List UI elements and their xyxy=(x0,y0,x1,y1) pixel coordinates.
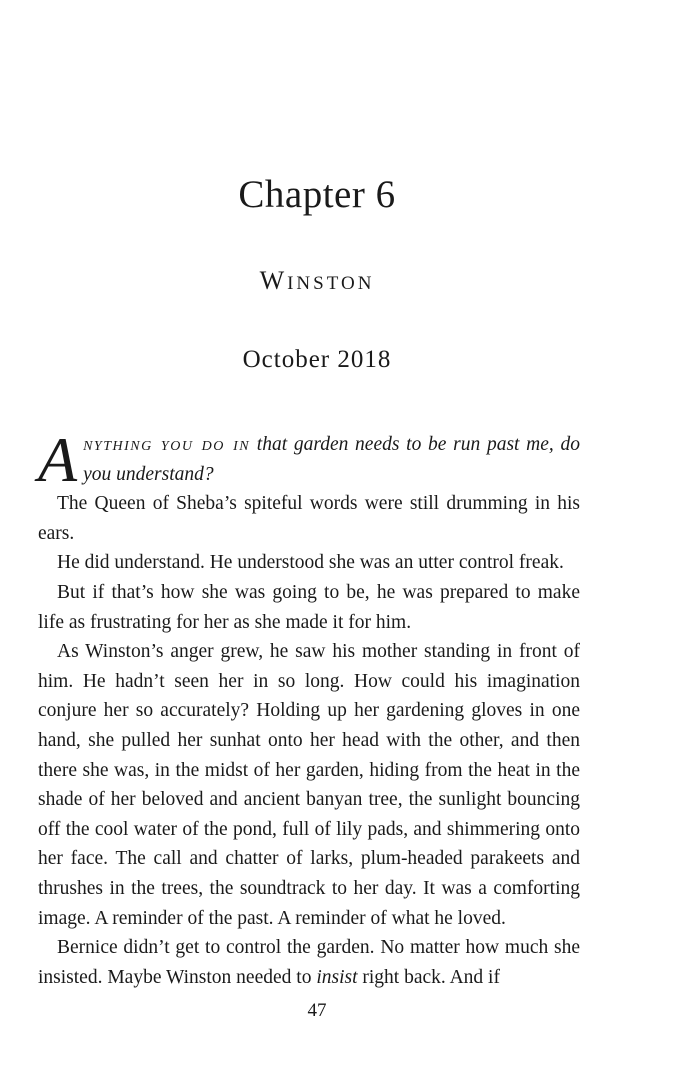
paragraph-6 xyxy=(38,933,580,992)
paragraph-6-end: right back. And if xyxy=(357,966,500,988)
chapter-title-rest: INSTON xyxy=(287,273,375,294)
chapter-title xyxy=(0,266,634,296)
paragraph-3: He did understand. He understood she was an utter control freak. xyxy=(57,552,564,574)
paragraph-2: The Queen of Sheba’s spiteful words were still drumming in his ears. xyxy=(38,493,580,544)
chapter-number: Chapter 6 xyxy=(238,173,396,216)
opening-text: that garden needs to be run past me, do you understand? xyxy=(83,434,580,485)
paragraph-5: As Winston’s anger grew, he saw his mother standing in front of him. He hadn’t seen her in so long. How could his imagination conjure her so accurately? Holding up her gardening gloves in one hand, she pulled her sunhat onto her head with the other, and then there she was, in the midst of her garden, hiding from the heat in the shade of her beloved and ancient banyan tree, the sunlight bouncing off the cool water of the pond, full of lily pads, and shimmering onto her face. The call and chatter of larks, plum-headed parakeets and thrushes in the trees, the soundtrack to her day. It was a comforting image. A reminder of the past. A reminder of what he loved. xyxy=(38,641,580,929)
paragraph-6-start: Bernice didn’t get to control the garden. No matter how much she insisted. Maybe Winston needed to xyxy=(38,937,580,988)
page-number: 47 xyxy=(307,1000,327,1021)
chapter-body xyxy=(38,424,580,992)
paragraph-4: But if that’s how she was going to be, he was prepared to make life as frustrating for her as she made it for him. xyxy=(38,581,580,633)
drop-cap: A xyxy=(38,424,78,495)
chapter-date: October 2018 xyxy=(242,346,392,373)
paragraph-6-emphasis: insist xyxy=(316,966,358,988)
lead-in-small-caps: nything you do in xyxy=(83,434,251,455)
paragraph-opening xyxy=(38,424,580,495)
chapter-title-initial: W xyxy=(259,266,288,295)
